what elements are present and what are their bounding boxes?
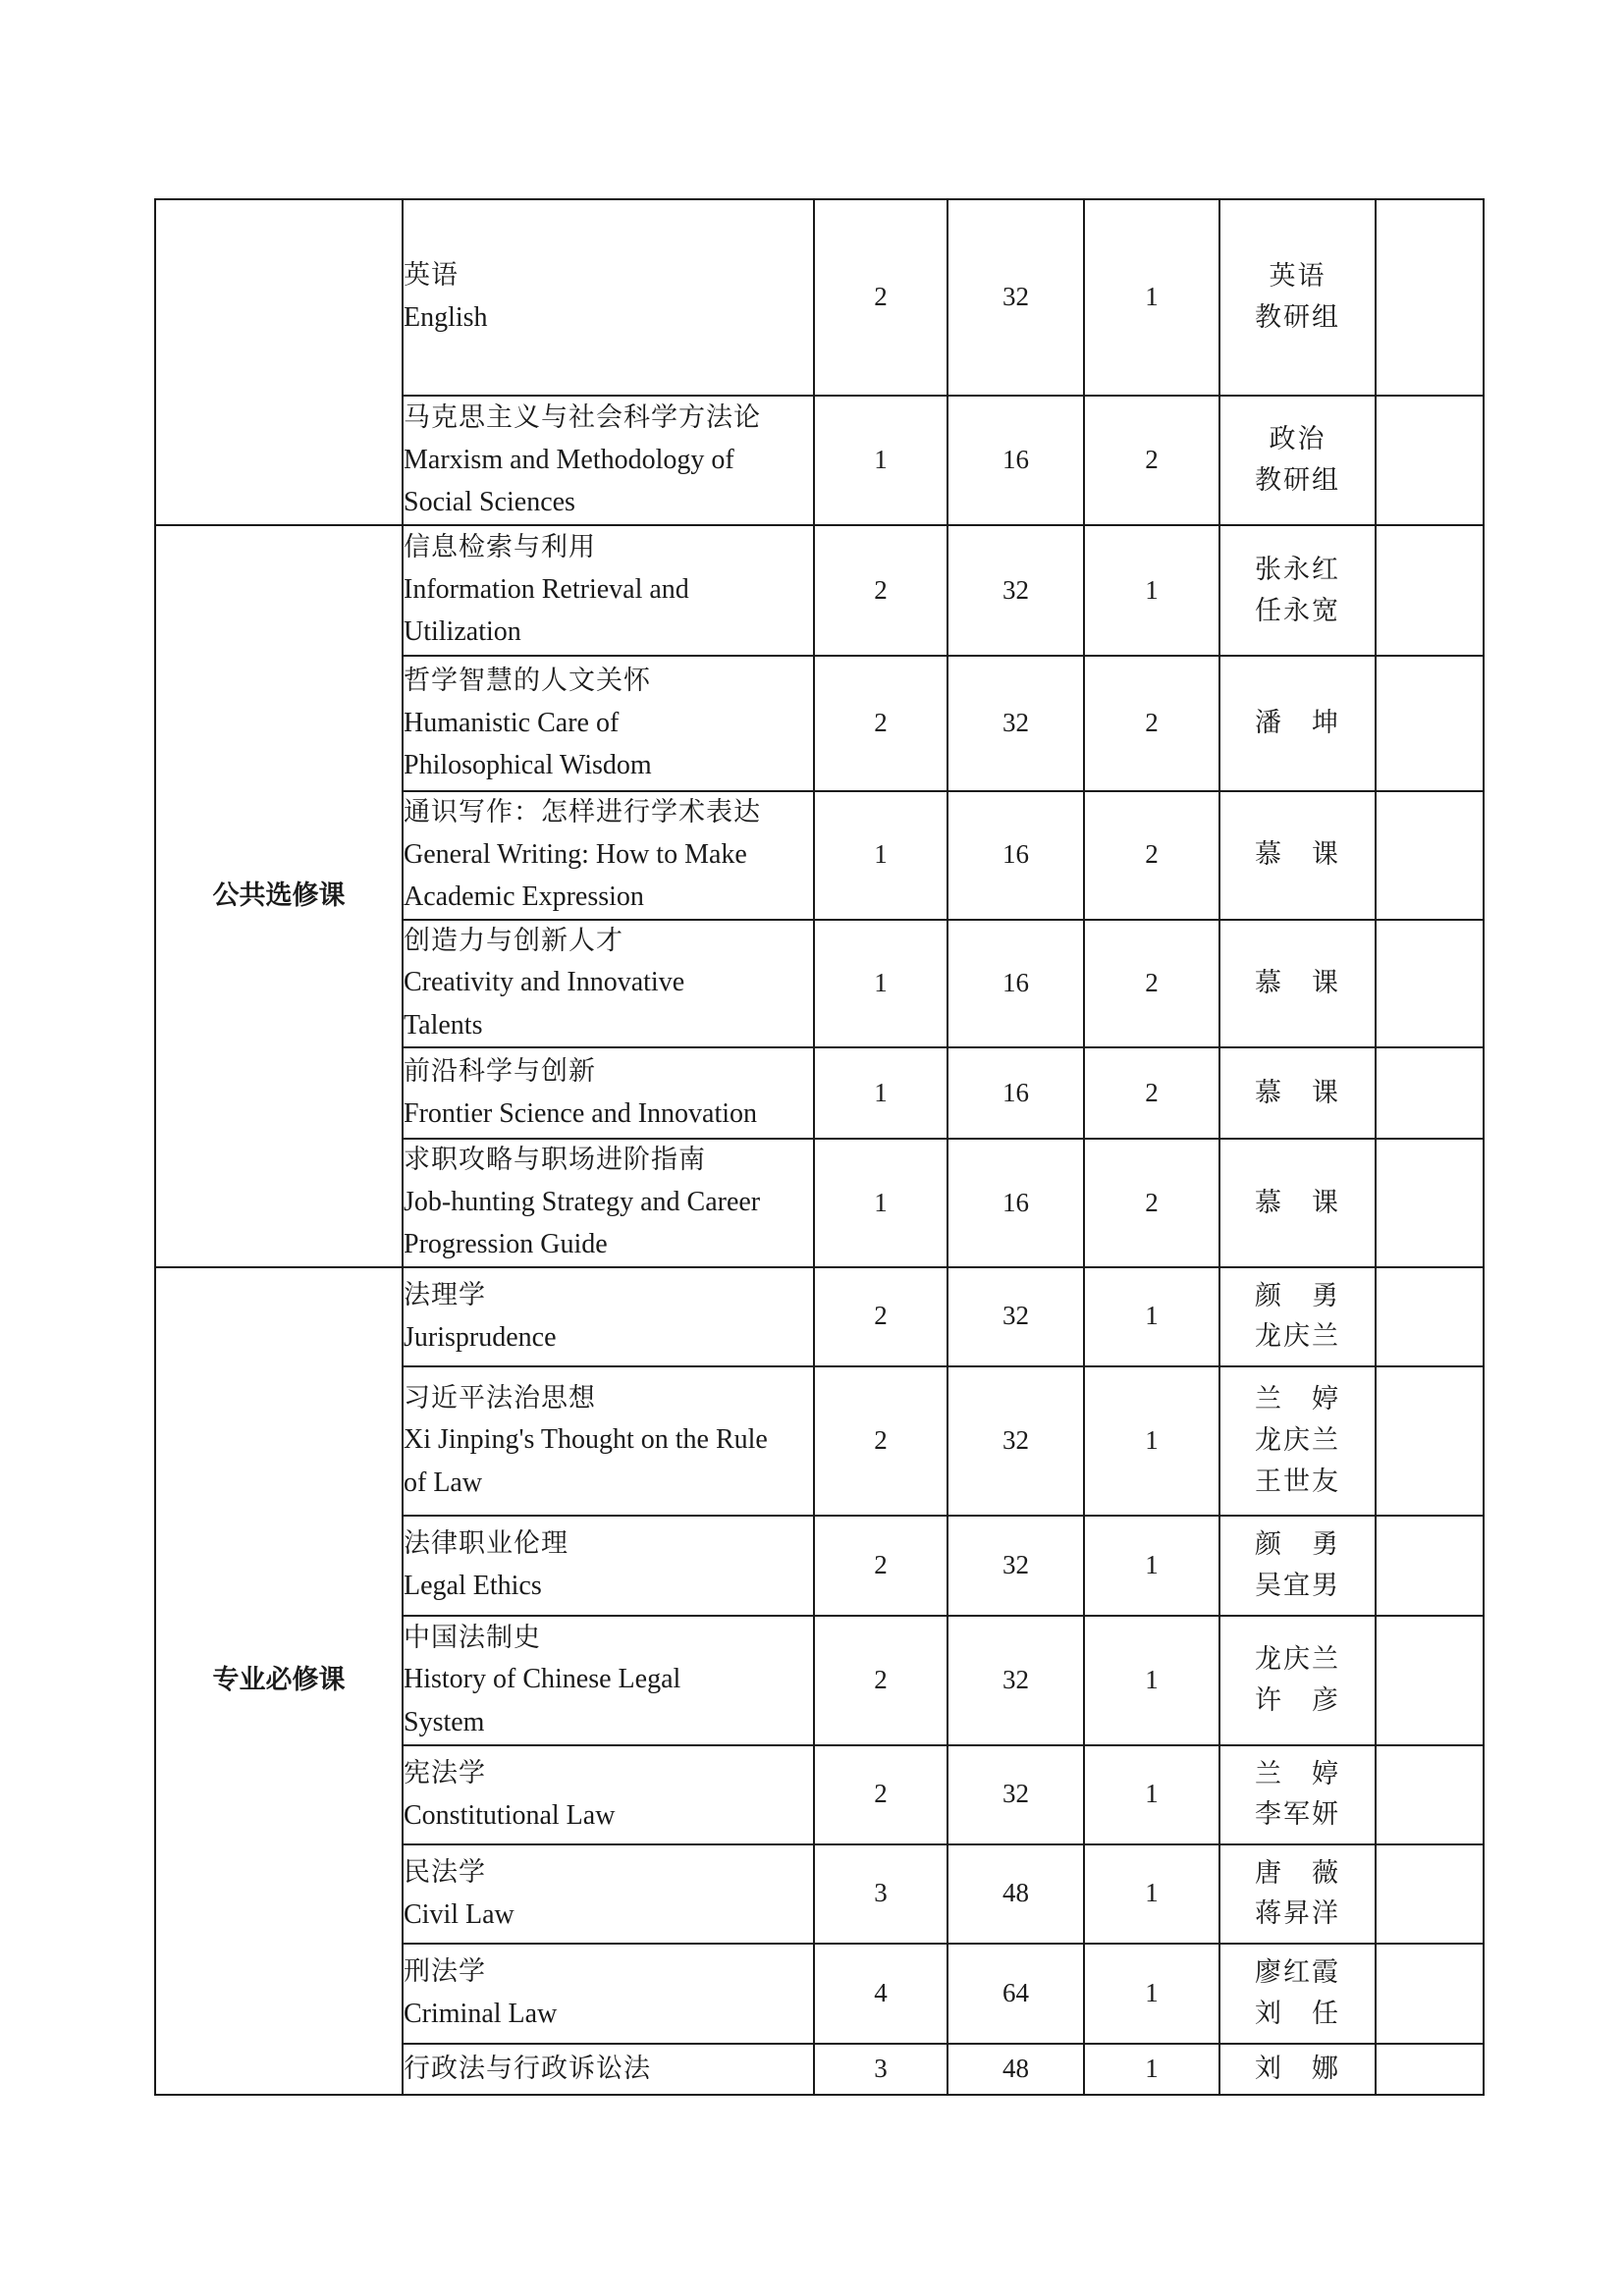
course-name-cn: 通识写作：怎样进行学术表达 [404, 797, 761, 828]
course-name-cn: 英语 [404, 260, 459, 292]
hours-cell: 16 [947, 396, 1084, 525]
credits-cell: 2 [814, 1745, 947, 1844]
course-name-cell [403, 1844, 814, 1944]
teacher-name: 吴宜男 [1255, 1570, 1340, 1601]
course-name-en: Creativity and Innovative [404, 967, 685, 998]
course-name-en: English [404, 302, 488, 334]
teacher-cell [1219, 1139, 1376, 1267]
credits-cell: 2 [814, 1616, 947, 1745]
credits-cell: 3 [814, 1844, 947, 1944]
credits-cell: 2 [814, 199, 947, 396]
course-name-en: of Law [404, 1467, 483, 1498]
course-name-cn: 习近平法治思想 [404, 1382, 596, 1414]
hours-cell: 32 [947, 656, 1084, 791]
hours-cell: 32 [947, 1616, 1084, 1745]
teacher-cell [1219, 791, 1376, 920]
course-name-cell [403, 1745, 814, 1844]
hours-cell: 32 [947, 1366, 1084, 1516]
hours-cell: 16 [947, 1047, 1084, 1139]
course-row [155, 1267, 1484, 1366]
category-cell: 专业必修课 [155, 1267, 403, 2095]
hours-cell: 32 [947, 1745, 1084, 1844]
teacher-cell [1219, 1516, 1376, 1616]
course-name-en: Criminal Law [404, 1999, 558, 2030]
teacher-name: 王世友 [1255, 1466, 1340, 1497]
semester-cell: 1 [1084, 1944, 1219, 2044]
course-row [155, 525, 1484, 656]
course-name-cell [403, 656, 814, 791]
remarks-cell [1376, 396, 1484, 525]
semester-cell: 1 [1084, 1844, 1219, 1944]
course-name-cell [403, 396, 814, 525]
course-name-en: History of Chinese Legal [404, 1664, 681, 1695]
course-name-cell [403, 791, 814, 920]
course-name-cn: 求职攻略与职场进阶指南 [404, 1145, 706, 1176]
semester-cell: 2 [1084, 396, 1219, 525]
course-name-en: Job-hunting Strategy and Career [404, 1187, 761, 1218]
remarks-cell [1376, 525, 1484, 656]
course-name-cell [403, 1267, 814, 1366]
teacher-name: 颜 勇 [1255, 1280, 1340, 1311]
remarks-cell [1376, 1745, 1484, 1844]
hours-cell: 48 [947, 1844, 1084, 1944]
course-name-cell [403, 1516, 814, 1616]
remarks-cell [1376, 1267, 1484, 1366]
semester-cell: 1 [1084, 1366, 1219, 1516]
teacher-name: 英语 [1269, 261, 1326, 293]
course-name-cell [403, 525, 814, 656]
course-name-en: Social Sciences [404, 486, 575, 517]
teacher-name: 刘 娜 [1255, 2053, 1340, 2084]
course-name-cell [403, 1616, 814, 1745]
course-name-en: Humanistic Care of [404, 707, 620, 738]
semester-cell: 1 [1084, 1267, 1219, 1366]
teacher-cell [1219, 1944, 1376, 2044]
category-cell [155, 199, 403, 525]
semester-cell: 1 [1084, 525, 1219, 656]
semester-cell: 2 [1084, 920, 1219, 1048]
course-name-cn: 哲学智慧的人文关怀 [404, 665, 651, 696]
teacher-cell [1219, 1616, 1376, 1745]
teacher-cell [1219, 1745, 1376, 1844]
semester-cell: 2 [1084, 656, 1219, 791]
teacher-name: 唐 薇 [1255, 1857, 1340, 1889]
hours-cell: 32 [947, 199, 1084, 396]
semester-cell: 1 [1084, 199, 1219, 396]
teacher-name: 兰 婷 [1255, 1758, 1340, 1789]
category-cell: 公共选修课 [155, 525, 403, 1267]
teacher-cell [1219, 656, 1376, 791]
course-name-en: Constitutional Law [404, 1799, 616, 1831]
course-name-en: Academic Expression [404, 881, 644, 913]
course-table [154, 198, 1485, 2096]
teacher-name: 潘 坤 [1255, 708, 1340, 739]
teacher-name: 刘 任 [1255, 1998, 1340, 2029]
teacher-name: 颜 勇 [1255, 1529, 1340, 1561]
course-name-en: System [404, 1706, 485, 1737]
course-name-cn: 行政法与行政诉讼法 [404, 2053, 651, 2084]
course-name-en: Civil Law [404, 1898, 514, 1930]
hours-cell: 16 [947, 920, 1084, 1048]
teacher-cell [1219, 2044, 1376, 2095]
semester-cell: 2 [1084, 1139, 1219, 1267]
credits-cell: 4 [814, 1944, 947, 2044]
remarks-cell [1376, 199, 1484, 396]
course-name-en: Utilization [404, 616, 521, 648]
course-name-cn: 前沿科学与创新 [404, 1056, 596, 1088]
hours-cell: 16 [947, 791, 1084, 920]
teacher-cell [1219, 1844, 1376, 1944]
hours-cell: 48 [947, 2044, 1084, 2095]
credits-cell: 1 [814, 791, 947, 920]
semester-cell: 1 [1084, 1616, 1219, 1745]
remarks-cell [1376, 1139, 1484, 1267]
hours-cell: 64 [947, 1944, 1084, 2044]
course-name-cell [403, 2044, 814, 2095]
teacher-cell [1219, 1047, 1376, 1139]
hours-cell: 32 [947, 525, 1084, 656]
credits-cell: 2 [814, 525, 947, 656]
course-name-cn: 中国法制史 [404, 1622, 541, 1653]
teacher-cell [1219, 1267, 1376, 1366]
credits-cell: 1 [814, 920, 947, 1048]
semester-cell: 2 [1084, 791, 1219, 920]
course-name-cn: 创造力与创新人才 [404, 925, 623, 956]
semester-cell: 1 [1084, 2044, 1219, 2095]
course-name-cell [403, 920, 814, 1048]
course-name-en: Information Retrieval and [404, 574, 689, 606]
course-row [155, 199, 1484, 396]
course-name-en: Frontier Science and Innovation [404, 1097, 758, 1129]
teacher-name: 兰 婷 [1255, 1384, 1340, 1415]
course-name-cn: 法理学 [404, 1279, 486, 1310]
credits-cell: 2 [814, 1516, 947, 1616]
teacher-name: 廖红霞 [1255, 1957, 1340, 1989]
course-name-cn: 刑法学 [404, 1956, 486, 1988]
teacher-name: 蒋昇洋 [1255, 1898, 1340, 1930]
credits-cell: 3 [814, 2044, 947, 2095]
teacher-name: 李军妍 [1255, 1799, 1340, 1831]
teacher-name: 任永宽 [1255, 595, 1340, 626]
teacher-cell [1219, 525, 1376, 656]
course-name-cell [403, 1944, 814, 2044]
table-body [155, 199, 1484, 2095]
course-name-cn: 宪法学 [404, 1757, 486, 1789]
credits-cell: 1 [814, 1139, 947, 1267]
course-name-en: Talents [404, 1009, 483, 1041]
remarks-cell [1376, 2044, 1484, 2095]
credits-cell: 2 [814, 656, 947, 791]
teacher-name: 政治 [1269, 424, 1326, 455]
hours-cell: 16 [947, 1139, 1084, 1267]
teacher-name: 教研组 [1255, 465, 1340, 496]
course-name-en: Philosophical Wisdom [404, 749, 652, 780]
course-name-en: General Writing: How to Make [404, 838, 747, 870]
remarks-cell [1376, 791, 1484, 920]
semester-cell: 2 [1084, 1047, 1219, 1139]
remarks-cell [1376, 920, 1484, 1048]
semester-cell: 1 [1084, 1745, 1219, 1844]
remarks-cell [1376, 1944, 1484, 2044]
teacher-cell [1219, 1366, 1376, 1516]
course-name-cell [403, 1047, 814, 1139]
teacher-cell [1219, 920, 1376, 1048]
course-name-en: Marxism and Methodology of [404, 444, 734, 475]
course-name-cn: 信息检索与利用 [404, 532, 596, 563]
teacher-name: 龙庆兰 [1255, 1644, 1340, 1676]
remarks-cell [1376, 656, 1484, 791]
teacher-name: 张永红 [1255, 554, 1340, 585]
teacher-name: 慕 课 [1255, 1077, 1340, 1108]
credits-cell: 2 [814, 1366, 947, 1516]
course-name-cn: 马克思主义与社会科学方法论 [404, 401, 761, 433]
semester-cell: 1 [1084, 1516, 1219, 1616]
teacher-name: 教研组 [1255, 302, 1340, 333]
credits-cell: 1 [814, 1047, 947, 1139]
course-name-cn: 法律职业伦理 [404, 1528, 568, 1560]
course-name-cell [403, 1366, 814, 1516]
course-name-en: Jurisprudence [404, 1321, 557, 1353]
remarks-cell [1376, 1047, 1484, 1139]
remarks-cell [1376, 1366, 1484, 1516]
course-name-en: Legal Ethics [404, 1571, 542, 1602]
teacher-cell [1219, 396, 1376, 525]
credits-cell: 2 [814, 1267, 947, 1366]
teacher-name: 龙庆兰 [1255, 1321, 1340, 1353]
remarks-cell [1376, 1516, 1484, 1616]
hours-cell: 32 [947, 1516, 1084, 1616]
teacher-name: 龙庆兰 [1255, 1424, 1340, 1456]
course-name-en: Progression Guide [404, 1229, 608, 1260]
teacher-name: 慕 课 [1255, 1187, 1340, 1218]
hours-cell: 32 [947, 1267, 1084, 1366]
remarks-cell [1376, 1844, 1484, 1944]
teacher-name: 许 彦 [1255, 1684, 1340, 1716]
course-name-en: Xi Jinping's Thought on the Rule [404, 1424, 768, 1456]
course-name-cn: 民法学 [404, 1856, 486, 1888]
teacher-name: 慕 课 [1255, 839, 1340, 871]
course-name-cell [403, 1139, 814, 1267]
remarks-cell [1376, 1616, 1484, 1745]
teacher-name: 慕 课 [1255, 968, 1340, 999]
course-name-cell [403, 199, 814, 396]
credits-cell: 1 [814, 396, 947, 525]
teacher-cell [1219, 199, 1376, 396]
